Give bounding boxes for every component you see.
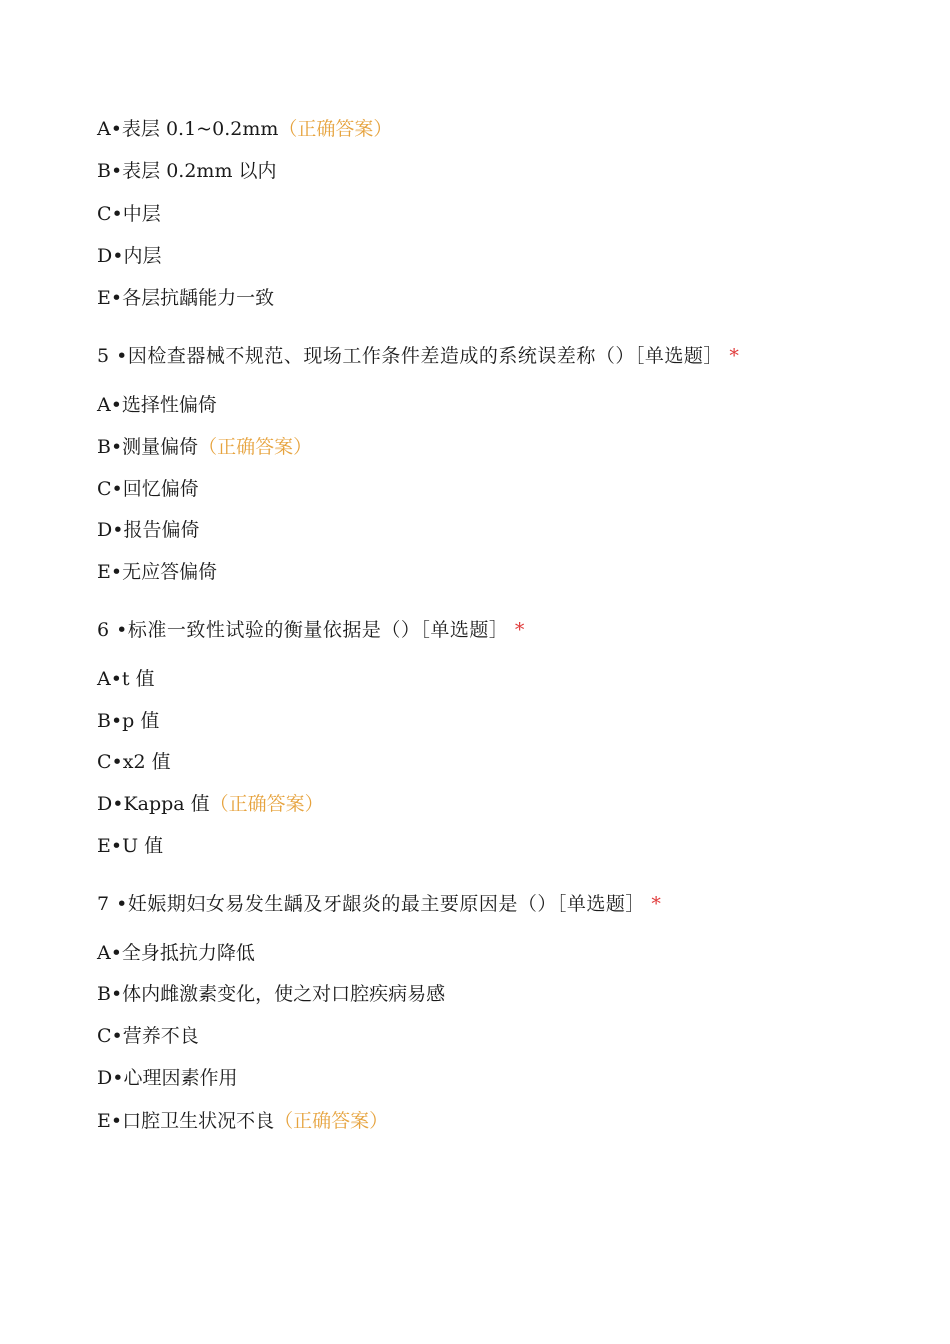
option-text: A•全身抵抗力降低: [97, 942, 255, 964]
option-text: A•选择性偏倚: [97, 394, 217, 416]
option-text: E•各层抗龋能力一致: [97, 287, 275, 309]
option-text: A•t 值: [97, 668, 155, 690]
option-4d: [97, 244, 161, 268]
question-text: 5 •因检查器械不规范、现场工作条件差造成的系统误差称（）［单选题］: [97, 345, 723, 367]
option-text: B•测量偏倚: [97, 436, 199, 458]
required-mark: *: [651, 893, 662, 915]
correct-answer-tag: （正确答案）: [274, 1110, 389, 1132]
option-4e: [97, 286, 274, 310]
option-text: C•中层: [97, 203, 161, 225]
option-text: E•U 值: [97, 835, 164, 857]
option-5d: [97, 518, 199, 542]
option-text: C•x2 值: [97, 751, 171, 773]
option-text: B•表层 0.2mm 以内: [97, 160, 277, 182]
option-text: B•p 值: [97, 710, 160, 732]
correct-answer-tag: （正确答案）: [209, 793, 324, 815]
option-text: E•口腔卫生状况不良: [97, 1110, 275, 1132]
correct-answer-tag: （正确答案）: [198, 436, 313, 458]
question-6: [97, 618, 525, 642]
option-6e: [97, 834, 163, 858]
option-text: D•心理因素作用: [97, 1067, 238, 1089]
option-7a: [97, 941, 255, 965]
question-text: 7 •妊娠期妇女易发生龋及牙龈炎的最主要原因是（）［单选题］: [97, 893, 645, 915]
option-5c: [97, 477, 199, 501]
option-7c: [97, 1024, 199, 1048]
option-6c: [97, 750, 171, 774]
option-4b: [97, 159, 277, 183]
option-7b: [97, 982, 445, 1006]
option-text: D•内层: [97, 245, 162, 267]
option-text: D•报告偏倚: [97, 519, 200, 541]
required-mark: *: [514, 619, 525, 641]
option-4c: [97, 202, 161, 226]
option-text: B•体内雌激素变化，使之对口腔疾病易感: [97, 983, 446, 1005]
correct-answer-tag: （正确答案）: [278, 118, 393, 140]
option-text: D•Kappa 值: [97, 793, 210, 815]
option-7d: [97, 1066, 237, 1090]
option-text: E•无应答偏倚: [97, 561, 218, 583]
question-7: [97, 892, 661, 916]
question-text: 6 •标准一致性试验的衡量依据是（）［单选题］: [97, 619, 509, 641]
option-5a: [97, 393, 217, 417]
option-4a: [97, 117, 392, 141]
question-5: [97, 344, 739, 368]
option-6b: [97, 709, 159, 733]
option-7e: [97, 1109, 388, 1133]
option-5e: [97, 560, 217, 584]
option-text: C•回忆偏倚: [97, 478, 199, 500]
option-text: C•营养不良: [97, 1025, 199, 1047]
option-5b: [97, 435, 312, 459]
required-mark: *: [729, 345, 740, 367]
option-6d: [97, 792, 324, 816]
option-6a: [97, 667, 155, 691]
option-text: A•表层 0.1~0.2mm: [97, 118, 279, 140]
